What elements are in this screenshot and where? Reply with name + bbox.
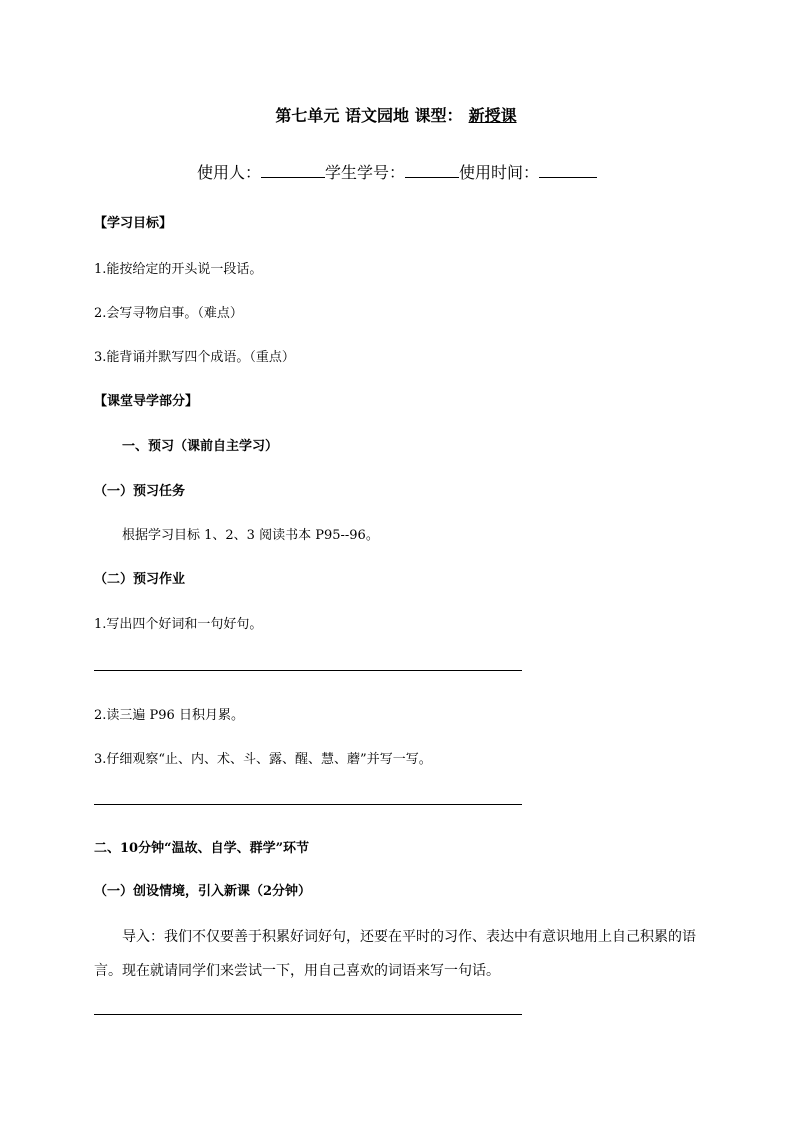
student-no-blank[interactable]: [405, 163, 459, 178]
goal-item-2: 2.会写寻物启事。（难点）: [94, 306, 243, 321]
user-label: 使用人：: [196, 163, 261, 182]
section2-title: 二、10分钟“温故、自学、群学”环节: [94, 841, 310, 856]
goal-item-3: 3.能背诵并默写四个成语。（重点）: [94, 350, 295, 365]
section1-title: 一、预习（课前自主学习）: [122, 439, 279, 454]
homework-item-2: 2.读三遍 P96 日积月累。: [94, 708, 244, 723]
homework-item-1: 1.写出四个好词和一句好句。: [94, 617, 263, 632]
section2-sub-heading: （一）创设情境，引入新课（2分钟）: [94, 884, 312, 899]
user-info-row: [0, 160, 794, 183]
homework-heading: （二）预习作业: [94, 572, 186, 587]
goals-heading: 【学习目标】: [94, 216, 173, 231]
answer-line-3[interactable]: [94, 1014, 522, 1015]
intro-paragraph: 导入：我们不仅要善于积累好词好句，还要在平时的习作、表达中有意识地用上自己积累的语言。现在就请同学们来尝试一下，用自己喜欢的词语来写一句话。: [94, 929, 696, 979]
homework-item-3: 3.仔细观察“止、内、术、斗、露、醒、慧、蘑”并写一写。: [94, 752, 432, 767]
time-label: 使用时间：: [459, 163, 540, 182]
guide-heading: 【课堂导学部分】: [94, 394, 199, 409]
answer-line-1[interactable]: [94, 670, 522, 671]
task-text: 根据学习目标 1、2、3 阅读书本 P95--96。: [122, 528, 379, 543]
time-blank[interactable]: [539, 163, 597, 178]
answer-line-2[interactable]: [94, 804, 522, 805]
lesson-type: 新授课: [468, 106, 517, 125]
user-blank[interactable]: [261, 163, 325, 178]
student-no-label: 学生学号：: [324, 163, 405, 182]
goal-item-1: 1.能按给定的开头说一段话。: [94, 262, 263, 277]
title-main: 第七单元 语文园地 课型：: [275, 106, 463, 125]
task-heading: （一）预习任务: [94, 484, 186, 499]
page-title: [0, 103, 794, 126]
